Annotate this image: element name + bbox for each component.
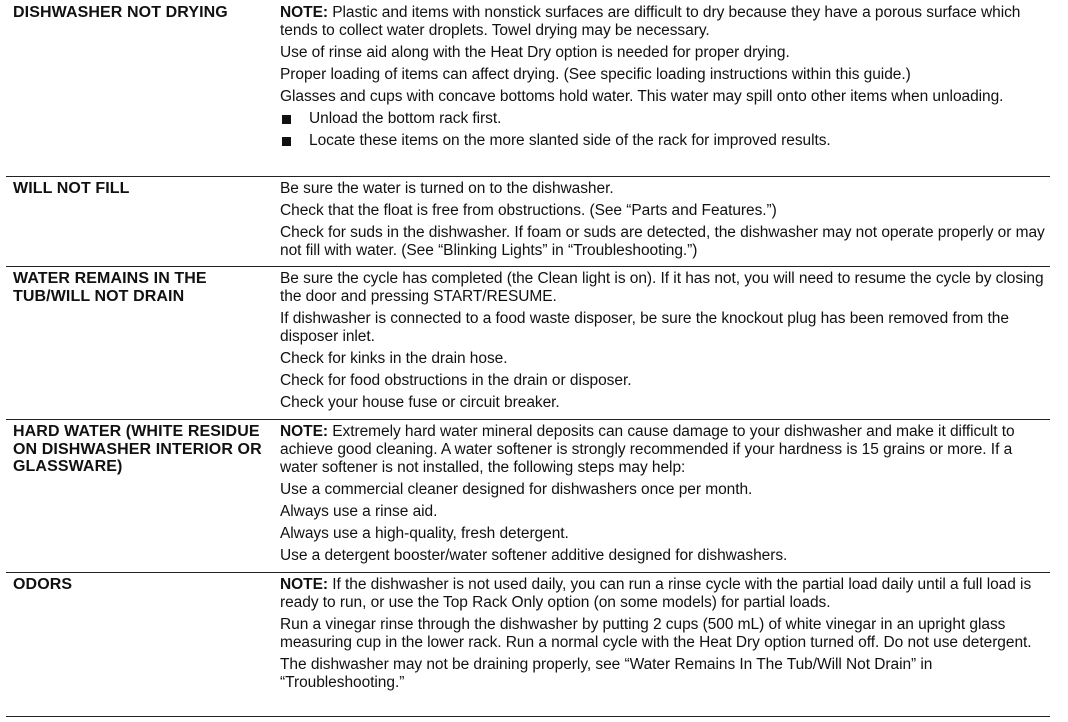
solution-item: Be sure the water is turned on to the dishwasher. bbox=[280, 180, 614, 197]
solution-item: The dishwasher may not be draining properly, see “Water Remains In The Tub/Will Not Drain” in “Troubleshooting.” bbox=[280, 656, 933, 691]
solution-item: Check for kinks in the drain hose. bbox=[280, 350, 508, 367]
solution-item: Check for food obstructions in the drain or disposer. bbox=[280, 372, 632, 389]
row-water-remains bbox=[6, 266, 1050, 420]
note-label: NOTE: bbox=[280, 4, 328, 21]
bullet-text: Locate these items on the more slanted side of the rack for improved results. bbox=[309, 132, 831, 149]
issue-label: HARD WATER (WHITE RESIDUE ON DISHWASHER INTERIOR OR GLASSWARE) bbox=[13, 423, 262, 475]
solutions bbox=[280, 576, 1046, 696]
row-will-not-fill bbox=[6, 176, 1050, 267]
solution-item bbox=[280, 4, 1046, 40]
solution-text: Extremely hard water mineral deposits can cause damage to your dishwasher and make it difficult to achieve good cleaning. A water softener is strongly recommended if your hardness is 15 grains or more. If a water softener is not installed, the following steps may help: bbox=[280, 423, 1015, 476]
note-label: NOTE: bbox=[280, 576, 328, 593]
solution-item: Use a commercial cleaner designed for dishwashers once per month. bbox=[280, 481, 753, 498]
issue-label: WILL NOT FILL bbox=[13, 180, 130, 197]
solutions bbox=[280, 4, 1046, 154]
square-bullet-icon bbox=[282, 115, 291, 124]
solution-text: If the dishwasher is not used daily, you can run a rinse cycle with the partial load daily until a full load is ready to run, or use the Top Rack Only option (on some models) for partial loads. bbox=[280, 576, 1032, 611]
solution-item: Check for suds in the dishwasher. If foam or suds are detected, the dishwasher may not operate properly or may not fill with water. (See “Blinking Lights” in “Troubleshooting.”) bbox=[280, 224, 1045, 259]
solution-item: Use of rinse aid along with the Heat Dry option is needed for proper drying. bbox=[280, 44, 790, 61]
solution-item: Always use a rinse aid. bbox=[280, 503, 438, 520]
solution-item: Always use a high-quality, fresh detergent. bbox=[280, 525, 569, 542]
issue-label: DISHWASHER NOT DRYING bbox=[13, 4, 228, 21]
note-label: NOTE: bbox=[280, 423, 328, 440]
solution-item bbox=[280, 576, 1046, 612]
row-odors bbox=[6, 572, 1050, 717]
solution-text: Plastic and items with nonstick surfaces are difficult to dry because they have a porous surface which tends to collect water droplets. Towel drying may be necessary. bbox=[280, 4, 1021, 39]
row-dishwasher-not-drying bbox=[6, 0, 1050, 177]
solution-item: Use a detergent booster/water softener additive designed for dishwashers. bbox=[280, 547, 788, 564]
solution-item: Check that the float is free from obstructions. (See “Parts and Features.”) bbox=[280, 202, 777, 219]
solution-item: Be sure the cycle has completed (the Clean light is on). If it has not, you will need to resume the cycle by closing the door and pressing START/RESUME. bbox=[280, 270, 1044, 305]
solutions bbox=[280, 180, 1046, 264]
bullet-text: Unload the bottom rack first. bbox=[309, 110, 502, 127]
solution-item: Check your house fuse or circuit breaker. bbox=[280, 394, 560, 411]
row-hard-water bbox=[6, 419, 1050, 573]
issue-label: ODORS bbox=[13, 576, 73, 593]
solution-item: If dishwasher is connected to a food waste disposer, be sure the knockout plug has been removed from the disposer inlet. bbox=[280, 310, 1009, 345]
solutions bbox=[280, 423, 1046, 569]
issue-label: WATER REMAINS IN THE TUB/WILL NOT DRAIN bbox=[13, 270, 207, 305]
bullet-item bbox=[280, 132, 1046, 150]
bullet-item bbox=[280, 110, 1046, 128]
solution-item: Glasses and cups with concave bottoms hold water. This water may spill onto other items when unloading. bbox=[280, 88, 1004, 105]
square-bullet-icon bbox=[282, 137, 291, 146]
solution-item: Proper loading of items can affect drying. (See specific loading instructions within this guide.) bbox=[280, 66, 911, 83]
solutions bbox=[280, 270, 1046, 416]
solution-item: Run a vinegar rinse through the dishwasher by putting 2 cups (500 mL) of white vinegar in an upright glass measuring cup in the lower rack. Run a normal cycle with the Heat Dry option turned off. Do not use detergent. bbox=[280, 616, 1032, 651]
solution-item bbox=[280, 423, 1046, 477]
